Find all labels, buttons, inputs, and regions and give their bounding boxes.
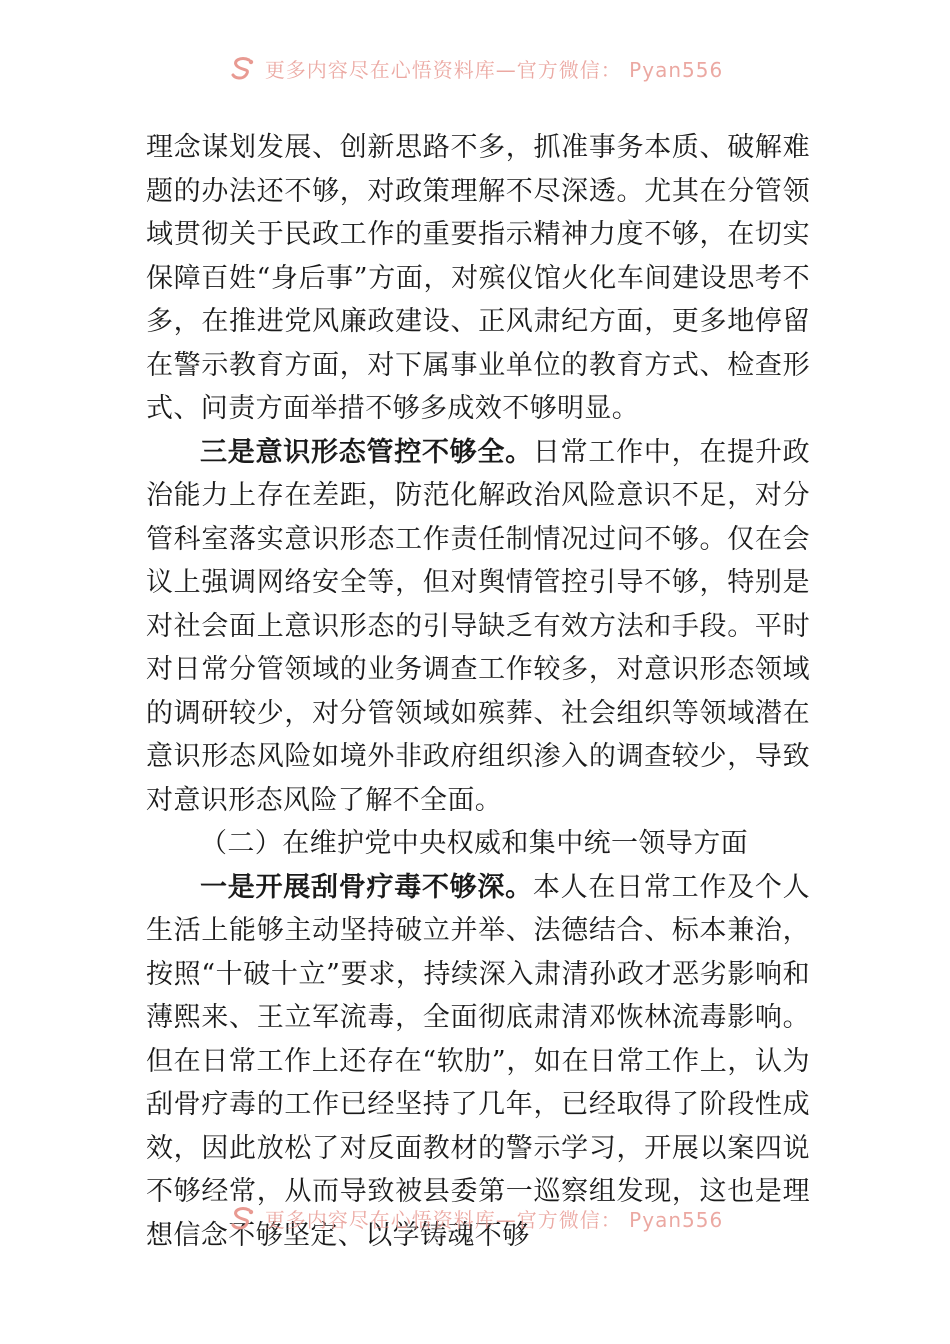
- top-watermark-banner: [0, 48, 950, 88]
- bottom-watermark-banner: [0, 1198, 950, 1238]
- paragraph-body: 本人在日常工作及个人生活上能够主动坚持破立并举、法德结合、标本兼治，按照“十破十立”要求，持续深入肃清孙政才恶劣影响和薄熙来、王立军流毒，全面彻底肃清邓恢林流毒影响。但在日常工作上还存在“软肋”，如在日常工作上，认为刮骨疗毒的工作已经坚持了几年，已经取得了阶段性成效，因此放松了对反面教材的警示学习，开展以案四说不够经常，从而导致被县委第一巡察组发现，这也是理想信念不够坚定、以学铸魂不够: [146, 871, 811, 1251]
- watermark-text: 更多内容尽在心悟资料库—官方微信： Pyan556: [264, 57, 724, 82]
- stylized-s-logo-icon: [227, 53, 257, 83]
- stylized-s-logo-icon: [227, 1203, 257, 1233]
- paragraph-lead: 一是开展刮骨疗毒不够深。: [200, 871, 533, 903]
- paragraph-continued: [146, 126, 810, 431]
- paragraph-body: 理念谋划发展、创新思路不多，抓准事务本质、破解难题的办法还不够，对政策理解不尽深透。尤其在分管领域贯彻关于民政工作的重要指示精神力度不够，在切实保障百姓“身后事”方面，对殡仪馆火化车间建设思考不多，在推进党风廉政建设、正风肃纪方面，更多地停留在警示教育方面，对下属事业单位的教育方式、检查形式、问责方面举措不够多成效不够明显。: [146, 132, 810, 424]
- section-heading: （二）在维护党中央权威和集中统一领导方面: [200, 828, 748, 859]
- watermark-text: 更多内容尽在心悟资料库—官方微信： Pyan556: [264, 1207, 724, 1232]
- paragraph-lead: 三是意识形态管控不够全。: [200, 436, 533, 468]
- paragraph-ideology: [146, 431, 810, 823]
- paragraph-body: 日常工作中，在提升政治能力上存在差距，防范化解政治风险意识不足，对分管科室落实意识形态工作责任制情况过问不够。仅在会议上强调网络安全等，但对舆情管控引导不够，特别是对社会面上意识形态的引导缺乏有效方法和手段。平时对日常分管领域的业务调查工作较多，对意识形态领域的调研较少，对分管领域如殡葬、社会组织等领域潜在意识形态风险如境外非政府组织渗入的调查较少，导致对意识形态风险了解不全面。: [146, 436, 811, 816]
- document-body: [146, 126, 810, 1257]
